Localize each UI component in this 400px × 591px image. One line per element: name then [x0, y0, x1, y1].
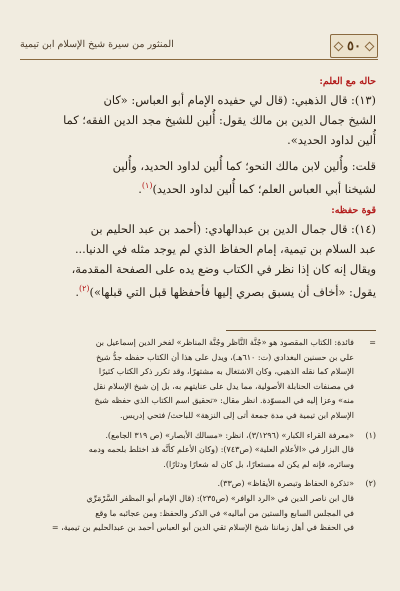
para-13-line-4: قلت: وأُلين لابن مالك النحو؛ كما أُلين لداود الحديد، وأُلين — [112, 159, 376, 173]
footnote-line: منه» وعزا إليه في المسوّدة. انظر مقال: «تحقيق اسم الكتاب الذي حفظه شيخ — [94, 396, 354, 406]
running-title: المنثور من سيرة شيخ الإسلام ابن تيمية — [20, 39, 174, 50]
para-14-line-4-text: يقول: «أخاف أن يسبق بصري إليها فأحفظها قبل التي قبلها») — [89, 284, 376, 299]
footnote-line: «تذكرة الحفاظ وتبصرة الأيقاظ» (ص٣٣). — [217, 479, 354, 489]
footnote-line: في مصنفات الحنابلة الأصولية، مما يدل على عنايتهم به، بل إن شيخ الإسلام نقل — [93, 381, 354, 391]
para-13-line-3: أُلين لداود الحديد». — [287, 133, 376, 147]
footnote-line: «معرفة القراء الكبار» (٣/١٢٩٦)، انظر: «مسالك الأبصار» (ص ٣١٩ الجامع). — [105, 430, 354, 440]
footnote-continued-mark: = — [369, 338, 376, 347]
footnote-line: قال ابن ناصر الدين في «الرد الوافر» (ص٢٣٥): (قال الإمام أبو المظفر السَّرْمَرِّي — [86, 493, 354, 503]
main-text — [20, 76, 376, 302]
para-14-line-2: عبد السلام بن تيمية، إمام الحفاظ الذي لم يوجد مثله في الدنيا... — [74, 241, 376, 256]
section-heading-knowledge: حاله مع العلم: — [319, 76, 376, 87]
footnote-line: وسائره، فإنه لم يكن له مستعارًا، بل كان له شعارًا ودثارًا). — [163, 459, 354, 469]
footnote-continued — [20, 336, 376, 424]
footnote-1-mark: (١) — [365, 430, 376, 440]
footnote-line: الإسلام كما نقله الذهبي، وكان الاشتغال به مشتهرًا، وقد تكرر ذكر الكتاب كثيرًا — [98, 367, 354, 377]
footnote-ref-1[interactable]: (١) — [141, 181, 153, 190]
footnote-1 — [20, 429, 376, 473]
footnote-line: الإسلام ابن تيمية في مدة جمعة أتى إلى النزهة» للباحث/ فتحي إدريس. — [119, 410, 354, 420]
para-14-line-3: ويقال إنه كان إذا نظر في الكتاب وضع يده على الصفحة المقدمة، — [71, 261, 376, 276]
page-header — [20, 34, 378, 60]
footnote-line: فائدة: الكتاب المقصود هو «جُنَّة النَّاظر وجُنَّة المناظر» لفخر الدين إسماعيل بن — [95, 338, 354, 347]
footnote-line: قال البزار في «الأعلام العلية» (ص٧٤٣): (وكان الأعلم كأنَّه قد اختلط بلحمه ودمه — [88, 445, 354, 455]
para-13-line-1: (١٣): قال الذهبي: (قال لي حفيده الإمام أبو العباس: «كان — [103, 93, 376, 107]
para-14-line-1: (١٤): قال جمال الدين بن عبدالهادي: (أحمد بن عبد الحليم بن — [90, 221, 376, 236]
footnote-line: علي بن حسنين البغدادي (ت: ٦١٠هـ)، ويدل على هذا أن الكتاب حفظه جدُّ شيخ — [96, 352, 354, 362]
page-number: ٥٠ — [330, 34, 378, 58]
footnote-separator — [226, 330, 376, 331]
footnote-line: في الحفظ في أهل زماننا شيخ الإسلام تقي الدين أبو العباس أحمد بن عبدالحليم بن تيمية، = — [51, 523, 354, 533]
footnote-2 — [20, 477, 376, 535]
para-14-line-4: يقول: «أخاف أن يسبق بصري إليها فأحفظها قبل التي قبلها»)$^{(٢)}$. — [75, 283, 376, 299]
footnote-2-mark: (٢) — [365, 479, 376, 489]
footnotes — [20, 336, 376, 536]
section-heading-memory: قوة حفظه: — [331, 204, 376, 216]
para-13-line-5-text: لشيخنا أبي العباس العلم؛ كما أُلين لداود الحديد) — [152, 181, 376, 196]
para-13-line-2: الشيخ جمال الدين بن مالك يقول: أُلين للشيخ مجد الدين الفقه؛ كما — [63, 113, 376, 127]
footnote-line: في المجلس السابع والستين من أماليه» في الذكر والحفظ: ومن عجائبه ما وقع — [95, 508, 354, 518]
header-rule — [20, 59, 378, 60]
footnote-ref-2[interactable]: (٢) — [78, 283, 90, 293]
para-13-line-5: لشيخنا أبي العباس العلم؛ كما أُلين لداود الحديد)$^{(١)}$. — [138, 181, 376, 196]
